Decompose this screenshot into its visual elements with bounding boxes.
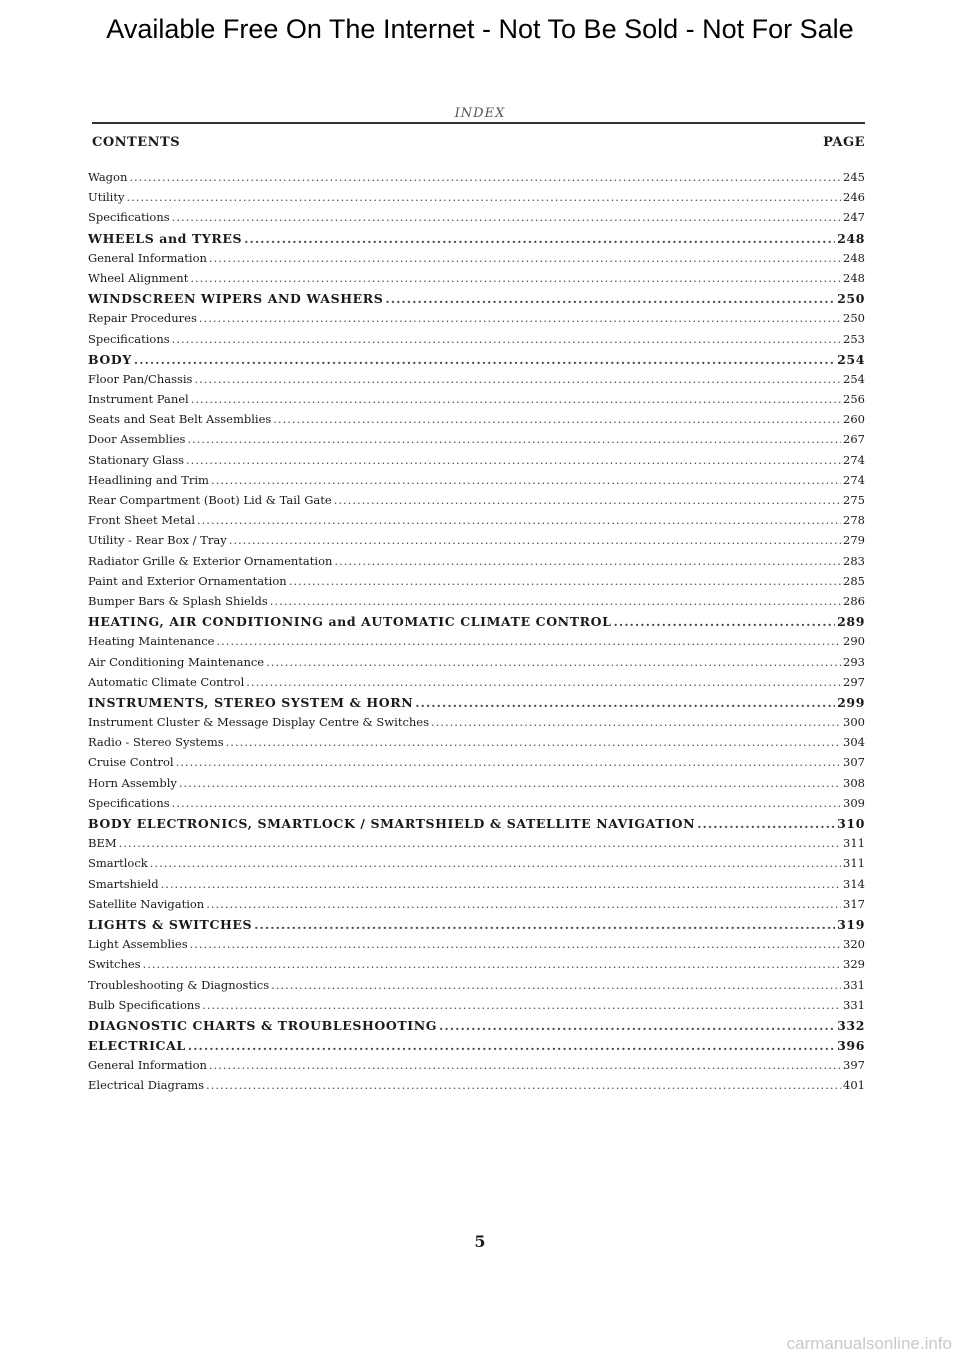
toc-entry-page: 256 [843,392,865,407]
toc-entry-page: 314 [843,876,865,891]
toc-entry[interactable] [88,856,865,876]
toc-entry-page: 317 [843,896,865,911]
toc-entry-title: Switches [88,957,141,972]
toc-entry[interactable] [88,513,865,533]
toc-entry-page: 285 [843,573,865,588]
toc-entry-page: 304 [843,735,865,750]
dot-leader [254,917,835,932]
toc-entry-title: Automatic Climate Control [88,674,245,689]
dot-leader [273,412,841,426]
dot-leader [206,1078,841,1092]
toc-entry-title: Specifications [88,210,170,225]
toc-entry[interactable] [88,271,865,291]
toc-entry[interactable] [88,978,865,998]
toc-entry[interactable] [88,473,865,493]
toc-entry[interactable] [88,372,865,392]
toc-entry-title: Horn Assembly [88,775,177,790]
dot-leader [187,432,841,446]
toc-entry-title: Seats and Seat Belt Assemblies [88,412,272,427]
toc-entry-page: 267 [843,432,865,447]
toc-entry-page: 331 [843,977,865,992]
dot-leader [415,695,835,710]
toc-entry-page: 311 [843,856,865,871]
dot-leader [271,978,841,992]
toc-entry-title: Smartlock [88,856,148,871]
toc-entry-title: Headlining and Trim [88,472,209,487]
dot-leader [209,251,841,265]
dot-leader [613,614,835,629]
toc-entry-page: 254 [837,351,865,367]
dot-leader [385,291,835,306]
dot-leader [199,311,841,325]
toc-entry[interactable] [88,311,865,331]
toc-entry-title: Electrical Diagrams [88,1078,205,1093]
toc-entry-title: Front Sheet Metal [88,513,195,528]
toc-entry-page: 293 [843,654,865,669]
toc-entry[interactable] [88,251,865,271]
dot-leader [172,210,841,224]
dot-leader [194,372,841,386]
toc-entry-title: Air Conditioning Maintenance [88,654,265,669]
toc-entry-title: BODY ELECTRONICS, SMARTLOCK / SMARTSHIELD & SATELLITE NAVIGATION [88,816,696,831]
dot-leader [134,352,835,367]
toc-entry-title: Utility [88,190,125,205]
dot-leader [186,453,841,467]
toc-entry-title: Wagon [88,170,128,184]
dot-leader [202,998,841,1012]
contents-label: CONTENTS [92,135,181,150]
toc-entry[interactable] [88,776,865,796]
dot-leader [119,836,841,850]
toc-entry[interactable] [88,937,865,957]
toc-entry-page: 329 [843,957,865,972]
toc-entry-page: 260 [843,412,865,427]
toc-entry-title: Wheel Alignment [88,270,189,285]
toc-section-entry[interactable] [88,917,865,937]
toc-entry-title: WHEELS and TYRES [88,230,243,246]
toc-entry-title: Rear Compartment (Boot) Lid & Tail Gate [88,493,332,507]
toc-entry[interactable] [88,715,865,735]
toc-entry-page: 254 [843,371,865,386]
dot-leader [289,574,841,588]
dot-leader [211,473,841,487]
dot-leader [244,231,835,246]
toc-entry[interactable] [88,897,865,917]
toc-entry-page: 275 [843,493,865,507]
dot-leader [190,937,841,951]
contents-header [92,135,865,150]
dot-leader [191,392,841,406]
toc-section-entry[interactable] [88,816,865,836]
dot-leader [126,190,841,204]
dot-leader [334,554,841,568]
toc-entry[interactable] [88,210,865,230]
dot-leader [229,533,841,547]
dot-leader [197,513,841,527]
dot-leader [270,594,841,608]
dot-leader [179,776,841,790]
toc-entry[interactable] [88,574,865,594]
toc-entry-title: Stationary Glass [88,452,185,467]
toc-entry-title: General Information [88,1058,207,1073]
toc-entry[interactable] [88,655,865,675]
toc-entry-page: 279 [843,533,865,548]
dot-leader [334,493,841,507]
toc-entry-title: Radiator Grille & Exterior Ornamentation [88,553,333,568]
toc-entry-page: 250 [837,291,865,307]
toc-entry-page: 253 [843,331,865,346]
dot-leader [216,634,841,648]
toc-section-entry[interactable] [88,1038,865,1058]
toc-entry[interactable] [88,836,865,856]
dot-leader [226,735,841,749]
toc-entry-page: 299 [837,694,865,710]
toc-entry[interactable] [88,594,865,614]
toc-entry-title: Utility - Rear Box / Tray [88,533,227,548]
toc-entry-page: 310 [837,816,865,831]
toc-entry-page: 319 [837,916,865,932]
toc-entry-title: Instrument Panel [88,392,189,407]
dot-leader [172,332,841,346]
toc-entry[interactable] [88,533,865,553]
toc-entry[interactable] [88,170,865,190]
toc-entry[interactable] [88,675,865,695]
toc-entry-page: 320 [843,937,865,952]
toc-entry-title: DIAGNOSTIC CHARTS & TROUBLESHOOTING [88,1017,438,1033]
toc-entry-title: General Information [88,250,207,265]
toc-entry-title: Smartshield [88,876,159,891]
toc-entry-page: 308 [843,775,865,790]
toc-entry[interactable] [88,453,865,473]
toc-entry-title: ELECTRICAL [88,1038,186,1054]
dot-leader [209,1058,841,1072]
dot-leader [439,1018,835,1033]
toc-entry[interactable] [88,392,865,412]
toc-entry[interactable] [88,957,865,977]
toc-entry-page: 248 [843,270,865,285]
toc-entry-page: 300 [843,715,865,730]
header-rule [92,122,865,124]
dot-leader [190,271,841,285]
toc-entry[interactable] [88,796,865,816]
toc-entry-title: INSTRUMENTS, STEREO SYSTEM & HORN [88,694,414,710]
toc-entry-page: 248 [843,250,865,265]
page-number: 5 [474,1232,486,1251]
dot-leader [188,1038,835,1053]
toc-entry-title: Heating Maintenance [88,634,215,649]
toc-entry-title: Satellite Navigation [88,896,205,911]
toc-entry-page: 286 [843,593,865,608]
toc-entry-page: 250 [843,311,865,326]
toc-entry-page: 283 [843,553,865,568]
dot-leader [172,796,841,810]
toc-entry[interactable] [88,1078,865,1098]
toc-entry[interactable] [88,755,865,775]
toc-entry-page: 247 [843,210,865,225]
toc-entry[interactable] [88,634,865,654]
index-label: INDEX [454,106,506,121]
table-of-contents [88,170,865,1099]
toc-entry-title: HEATING, AIR CONDITIONING and AUTOMATIC CLIMATE CONTROL [88,614,612,630]
toc-section-entry[interactable] [88,1018,865,1038]
toc-entry-page: 290 [843,634,865,649]
toc-entry[interactable] [88,190,865,210]
dot-leader [266,655,841,669]
dot-leader [143,957,841,971]
toc-entry-page: 331 [843,997,865,1012]
toc-entry[interactable] [88,735,865,755]
toc-entry-title: WINDSCREEN WIPERS AND WASHERS [88,291,384,307]
dot-leader [697,816,835,831]
toc-entry-title: Bumper Bars & Splash Shields [88,593,268,608]
dot-leader [176,755,841,769]
toc-section-entry[interactable] [88,352,865,372]
toc-entry[interactable] [88,554,865,574]
toc-entry-title: Repair Procedures [88,311,197,326]
toc-entry-title: Cruise Control [88,755,174,770]
toc-entry[interactable] [88,432,865,452]
toc-entry-page: 248 [837,230,865,246]
toc-section-entry[interactable] [88,231,865,251]
toc-entry-page: 297 [843,674,865,689]
dot-leader [246,675,841,689]
dot-leader [129,170,841,184]
dot-leader [206,897,841,911]
toc-entry[interactable] [88,1058,865,1078]
toc-entry-title: Light Assemblies [88,937,188,952]
toc-entry-page: 278 [843,513,865,528]
dot-leader [161,877,841,891]
toc-section-entry[interactable] [88,695,865,715]
toc-entry-title: BODY [88,351,132,367]
toc-entry-title: Bulb Specifications [88,997,201,1012]
toc-entry[interactable] [88,332,865,352]
toc-entry-title: Specifications [88,331,170,346]
distribution-banner: Available Free On The Internet - Not To Be Sold - Not For Sale [106,14,854,44]
toc-entry-page: 311 [843,836,865,851]
toc-entry-title: LIGHTS & SWITCHES [88,916,253,932]
toc-entry-title: Radio - Stereo Systems [88,735,224,750]
dot-leader [431,715,841,729]
toc-entry-title: Specifications [88,795,170,810]
page-column-label: PAGE [823,135,865,150]
toc-entry-title: Troubleshooting & Diagnostics [88,977,270,992]
toc-entry-page: 332 [837,1017,865,1033]
toc-entry-page: 397 [843,1058,865,1073]
toc-entry[interactable] [88,493,865,513]
toc-section-entry[interactable] [88,291,865,311]
dot-leader [150,856,841,870]
toc-entry[interactable] [88,877,865,897]
toc-entry-title: BEM [88,836,117,851]
toc-entry-title: Instrument Cluster & Message Display Centre & Switches [88,715,429,730]
site-watermark: carmanualsonline.info [786,1334,952,1353]
toc-entry-page: 396 [837,1038,865,1054]
toc-entry-title: Door Assemblies [88,432,186,447]
toc-entry-title: Floor Pan/Chassis [88,371,193,386]
toc-entry-title: Paint and Exterior Ornamentation [88,573,287,588]
toc-entry-page: 307 [843,755,865,770]
toc-entry-page: 274 [843,472,865,487]
toc-entry-page: 289 [837,614,865,630]
toc-entry-page: 246 [843,190,865,205]
toc-entry[interactable] [88,412,865,432]
toc-section-entry[interactable] [88,614,865,634]
toc-entry-page: 309 [843,795,865,810]
toc-entry-page: 245 [843,170,865,184]
toc-entry-page: 401 [843,1078,865,1093]
toc-entry[interactable] [88,998,865,1018]
toc-entry-page: 274 [843,452,865,467]
